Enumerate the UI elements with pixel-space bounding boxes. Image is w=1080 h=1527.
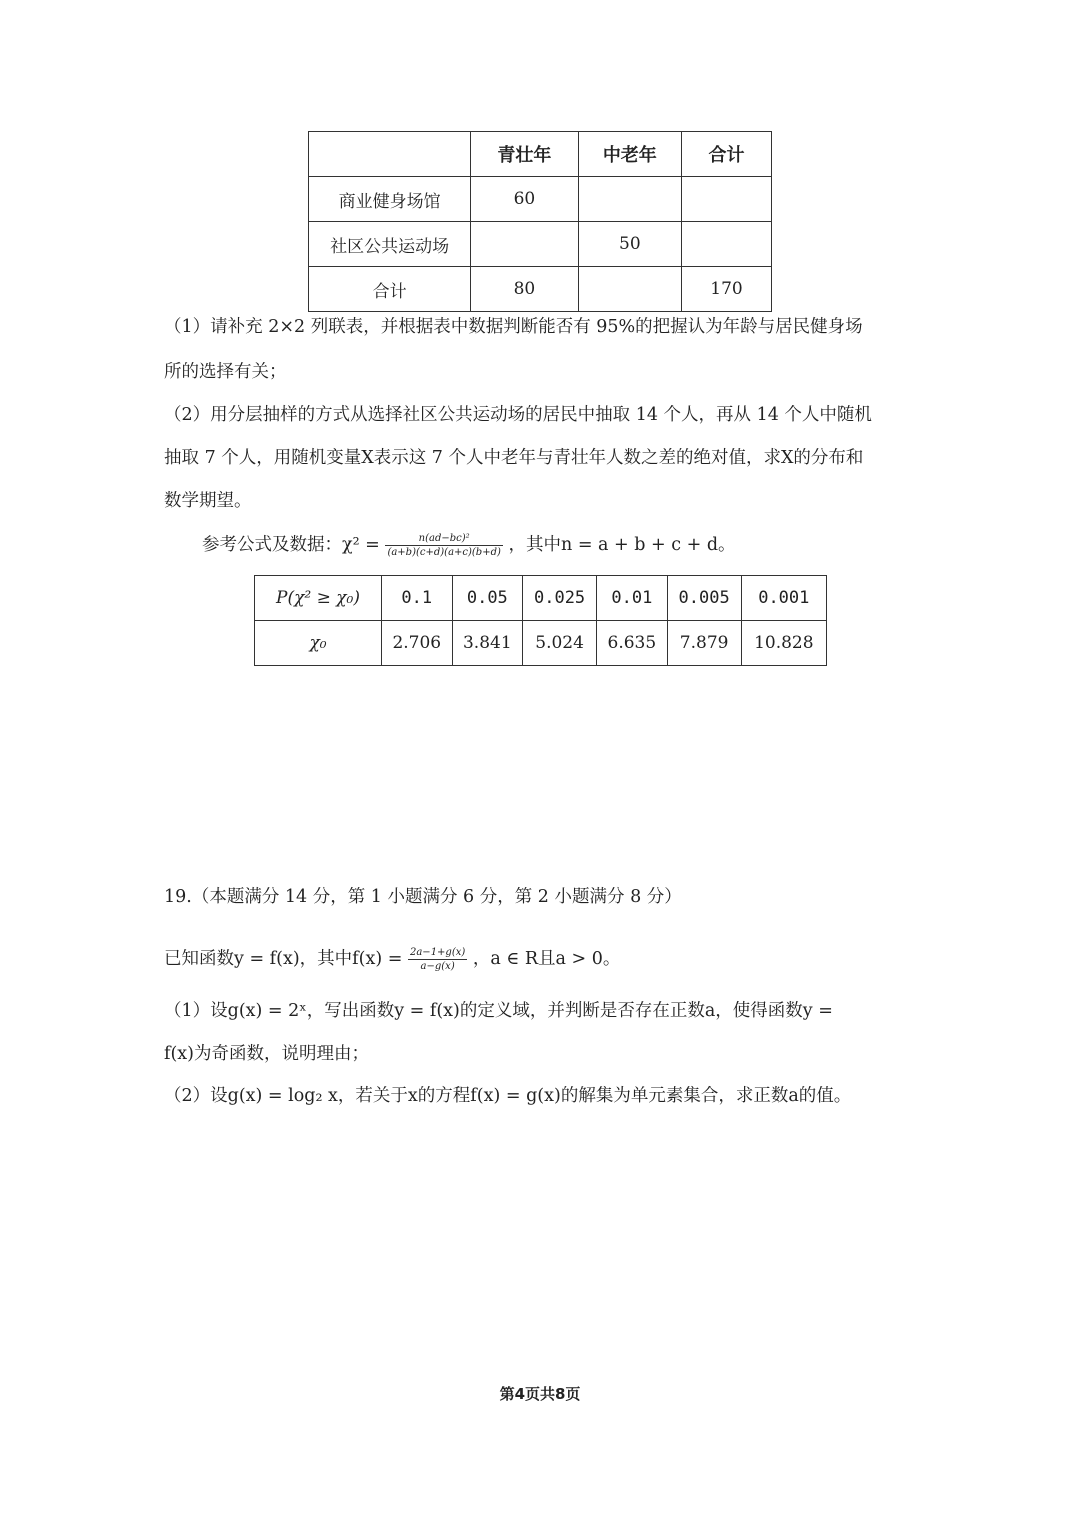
table-header-cell: 青壮年 bbox=[471, 132, 578, 177]
table-header-cell: 中老年 bbox=[578, 132, 681, 177]
chi-square-fraction bbox=[385, 532, 502, 559]
table-row bbox=[309, 222, 772, 267]
table-row bbox=[255, 621, 827, 666]
table-cell: 社区公共运动场 bbox=[309, 222, 471, 267]
q18-part1-line1: （1）请补充 2×2 列联表，并根据表中数据判断能否有 95%的把握认为年龄与居民健身场 bbox=[164, 317, 863, 337]
table-cell: χ₀ bbox=[255, 621, 382, 666]
table-cell: 0.1 bbox=[382, 576, 453, 621]
q18-part2-line1: （2）用分层抽样的方式从选择社区公共运动场的居民中抽取 14 个人，再从 14 个人中随机 bbox=[164, 405, 872, 425]
q19-part2-line1: （2）设g(x) = log₂ x，若关于x的方程f(x) = g(x)的解集为单元素集合，求正数a的值。 bbox=[164, 1086, 852, 1106]
q19-part1-line2: f(x)为奇函数，说明理由； bbox=[164, 1044, 370, 1064]
table-cell: 10.828 bbox=[741, 621, 826, 666]
table-cell: 0.01 bbox=[597, 576, 668, 621]
q19-part1-line1: （1）设g(x) = 2ˣ，写出函数y = f(x)的定义域，并判断是否存在正数a，使得函数y = bbox=[164, 1001, 833, 1021]
critical-values-table bbox=[254, 575, 827, 666]
table-cell: 0.05 bbox=[452, 576, 523, 621]
table-cell: 商业健身场馆 bbox=[309, 177, 471, 222]
q18-part1-line2: 所的选择有关； bbox=[164, 362, 287, 382]
page-footer: 第4页共8页 bbox=[499, 1385, 581, 1403]
table-cell: 6.635 bbox=[597, 621, 668, 666]
table-cell: 3.841 bbox=[452, 621, 523, 666]
table-cell: 80 bbox=[471, 267, 578, 312]
q18-part2-line3: 数学期望。 bbox=[164, 491, 252, 511]
table-cell bbox=[471, 222, 578, 267]
q18-part2-line2: 抽取 7 个人，用随机变量X表示这 7 个人中老年与青壮年人数之差的绝对值，求X的分布和 bbox=[164, 448, 864, 468]
table-row bbox=[309, 267, 772, 312]
table-header-cell: 合计 bbox=[682, 132, 772, 177]
table-cell: 2.706 bbox=[382, 621, 453, 666]
table-cell bbox=[578, 177, 681, 222]
table-cell bbox=[578, 267, 681, 312]
table-row bbox=[255, 576, 827, 621]
fraction-denominator: (a+b)(c+d)(a+c)(b+d) bbox=[387, 547, 501, 558]
table-row bbox=[309, 177, 772, 222]
table-cell: P(χ² ≥ χ₀) bbox=[255, 576, 382, 621]
table-cell: 60 bbox=[471, 177, 578, 222]
table-cell: 0.001 bbox=[741, 576, 826, 621]
q19-given bbox=[164, 946, 620, 973]
fraction-numerator: n(ad−bc)² bbox=[385, 532, 502, 546]
reference-formula bbox=[202, 532, 736, 559]
table-cell: 0.005 bbox=[667, 576, 741, 621]
contingency-table bbox=[308, 131, 772, 312]
q19-title: 19.（本题满分 14 分，第 1 小题满分 6 分，第 2 小题满分 8 分） bbox=[164, 887, 682, 907]
formula-suffix: ，其中n = a + b + c + d。 bbox=[508, 535, 736, 555]
table-cell: 50 bbox=[578, 222, 681, 267]
fraction-denominator: a−g(x) bbox=[420, 961, 455, 972]
table-cell: 5.024 bbox=[523, 621, 597, 666]
formula-prefix: 参考公式及数据：χ² = bbox=[202, 535, 380, 555]
table-cell: 0.025 bbox=[523, 576, 597, 621]
given-suffix: ，a ∈ R且a > 0。 bbox=[472, 949, 621, 969]
fraction-numerator: 2a−1+g(x) bbox=[409, 947, 466, 958]
table-cell bbox=[682, 177, 772, 222]
table-header-row bbox=[309, 132, 772, 177]
table-cell bbox=[309, 132, 471, 177]
table-cell: 合计 bbox=[309, 267, 471, 312]
function-fraction bbox=[408, 946, 467, 973]
table-cell: 7.879 bbox=[667, 621, 741, 666]
table-cell: 170 bbox=[682, 267, 772, 312]
given-prefix: 已知函数y = f(x)，其中f(x) = bbox=[164, 949, 403, 969]
table-cell bbox=[682, 222, 772, 267]
